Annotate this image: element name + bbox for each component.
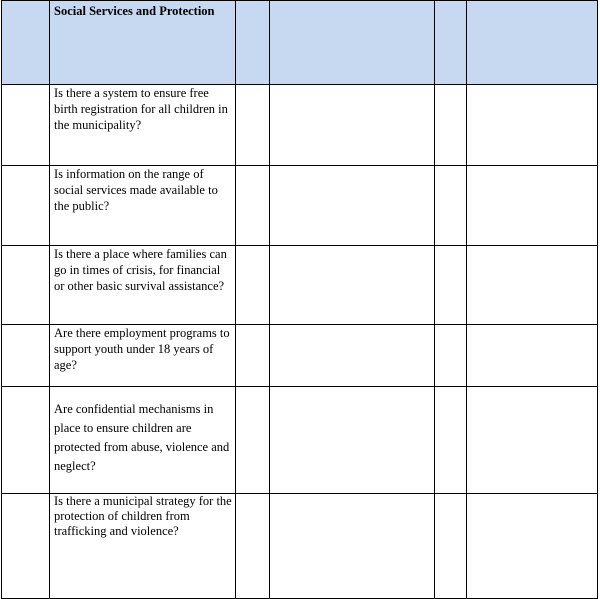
question-row bbox=[2, 246, 598, 325]
answer-cell[interactable] bbox=[435, 387, 467, 494]
header-blank-cell bbox=[2, 1, 50, 85]
comment-cell[interactable] bbox=[467, 166, 598, 246]
question-text: Are confidential mechanisms in place to ensure children are protected from abuse, violence and neglect? bbox=[50, 387, 236, 494]
row-blank-cell bbox=[2, 387, 50, 494]
answer-cell[interactable] bbox=[236, 387, 270, 494]
question-row bbox=[2, 325, 598, 387]
answer-cell[interactable] bbox=[435, 325, 467, 387]
row-blank-cell bbox=[2, 246, 50, 325]
header-notes-cell bbox=[270, 1, 435, 85]
answer-cell[interactable] bbox=[236, 85, 270, 166]
comment-cell[interactable] bbox=[467, 85, 598, 166]
answer-cell[interactable] bbox=[236, 494, 270, 599]
answer-cell[interactable] bbox=[236, 246, 270, 325]
row-blank-cell bbox=[2, 85, 50, 166]
comment-cell[interactable] bbox=[467, 494, 598, 599]
comment-cell[interactable] bbox=[270, 246, 435, 325]
comment-cell[interactable] bbox=[270, 166, 435, 246]
answer-cell[interactable] bbox=[435, 85, 467, 166]
question-text: Is information on the range of social services made available to the public? bbox=[50, 166, 236, 246]
question-row bbox=[2, 387, 598, 494]
header-checkbox-cell bbox=[236, 1, 270, 85]
comment-cell[interactable] bbox=[467, 325, 598, 387]
answer-cell[interactable] bbox=[435, 494, 467, 599]
row-blank-cell bbox=[2, 166, 50, 246]
row-blank-cell bbox=[2, 325, 50, 387]
question-row bbox=[2, 166, 598, 246]
question-text: Is there a municipal strategy for the protection of children from trafficking and violence? bbox=[50, 494, 236, 599]
answer-cell[interactable] bbox=[236, 166, 270, 246]
question-text: Is there a place where families can go in times of crisis, for financial or other basic survival assistance? bbox=[50, 246, 236, 325]
question-row bbox=[2, 494, 598, 599]
comment-cell[interactable] bbox=[467, 387, 598, 494]
comment-cell[interactable] bbox=[270, 494, 435, 599]
row-blank-cell bbox=[2, 494, 50, 599]
comment-cell[interactable] bbox=[467, 246, 598, 325]
header-checkbox-cell bbox=[435, 1, 467, 85]
comment-cell[interactable] bbox=[270, 325, 435, 387]
question-row bbox=[2, 85, 598, 166]
section-header-row bbox=[2, 1, 598, 85]
question-text: Are there employment programs to support youth under 18 years of age? bbox=[50, 325, 236, 387]
header-notes-cell bbox=[467, 1, 598, 85]
social-services-checklist-table bbox=[1, 0, 598, 599]
comment-cell[interactable] bbox=[270, 85, 435, 166]
comment-cell[interactable] bbox=[270, 387, 435, 494]
answer-cell[interactable] bbox=[435, 246, 467, 325]
answer-cell[interactable] bbox=[435, 166, 467, 246]
answer-cell[interactable] bbox=[236, 325, 270, 387]
section-title: Social Services and Protection bbox=[50, 1, 236, 85]
question-text: Is there a system to ensure free birth registration for all children in the municipality? bbox=[50, 85, 236, 166]
